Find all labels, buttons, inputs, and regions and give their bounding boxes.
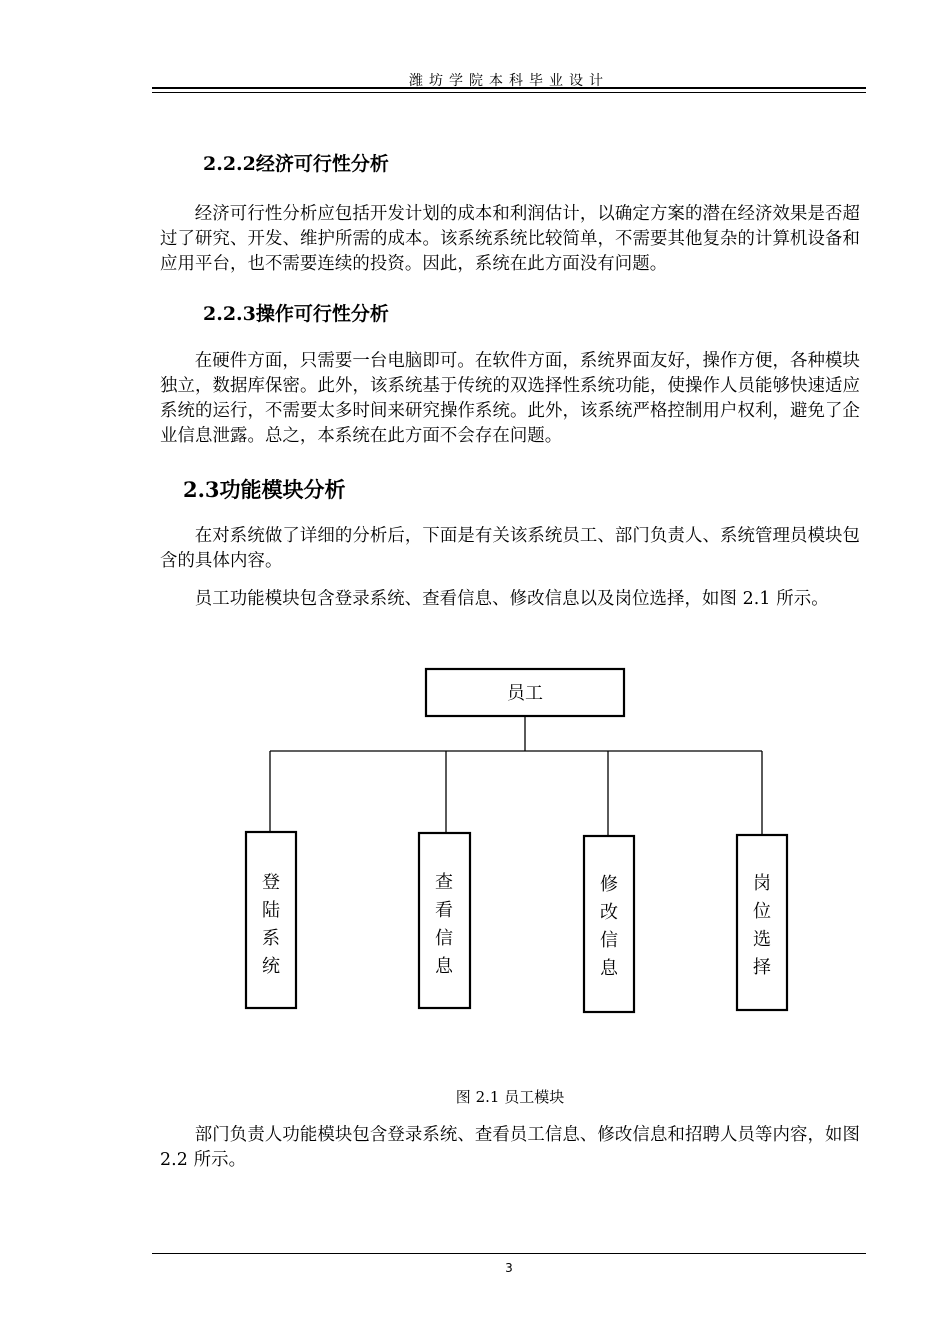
root-node-label: 员工 xyxy=(507,683,543,704)
paragraph: 员工功能模块包含登录系统、查看信息、修改信息以及岗位选择，如图 2.1 所示。 xyxy=(194,589,829,609)
child-node-box xyxy=(737,835,787,1010)
running-header: 潍坊学院本科毕业设计 xyxy=(409,73,609,89)
footer-rule xyxy=(152,1253,866,1254)
section-title: 经济可行性分析 xyxy=(255,153,389,175)
page-number: 3 xyxy=(505,1261,513,1275)
section-title: 操作可行性分析 xyxy=(255,303,389,325)
paragraph: 在硬件方面，只需要一台电脑即可。在软件方面，系统界面友好，操作方便，各种模块独立，数据库保密。此外，该系统基于传统的双选择性系统功能，使操作人员能够快速适应系统的运行，不需要太多时间来研究操作系统。此外，该系统严格控制用户权利，避免了企业信息泄露。总之，本系统在此方面不会存在问题。 xyxy=(160,351,860,446)
child-node-label: 登陆系统 xyxy=(262,872,280,977)
paragraph: 在对系统做了详细的分析后，下面是有关该系统员工、部门负责人、系统管理员模块包含的具体内容。 xyxy=(160,526,860,571)
section-number: 2.2.3 xyxy=(203,303,256,325)
child-node-label: 查看信息 xyxy=(435,872,453,977)
paragraph: 经济可行性分析应包括开发计划的成本和利润估计，以确定方案的潜在经济效果是否超过了研究、开发、维护所需的成本。该系统系统比较简单，不需要其他复杂的计算机设备和应用平台，也不需要连续的投资。因此，系统在此方面没有问题。 xyxy=(160,204,860,274)
child-node-box xyxy=(584,836,634,1012)
section-title: 功能模块分析 xyxy=(219,477,346,502)
section-number: 2.2.2 xyxy=(203,153,256,175)
paragraph: 部门负责人功能模块包含登录系统、查看员工信息、修改信息和招聘人员等内容，如图 2.2 所示。 xyxy=(160,1125,860,1170)
figure-caption: 图 2.1 员工模块 xyxy=(455,1088,565,1106)
child-node-label: 修改信息 xyxy=(600,874,618,979)
child-node-label: 岗位选择 xyxy=(753,873,771,978)
section-number: 2.3 xyxy=(183,477,220,502)
